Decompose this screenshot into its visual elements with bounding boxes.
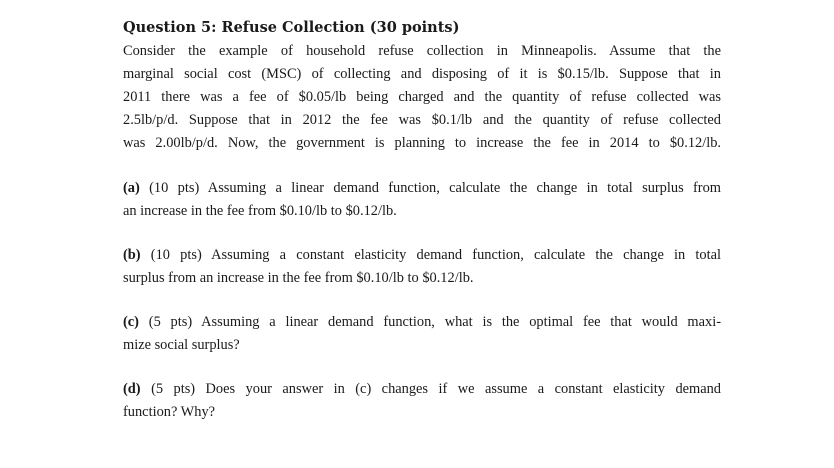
- intro-line: marginal social cost (MSC) of collecting and disposing of it is $0.15/lb. Suppose that in: [123, 66, 721, 82]
- part-c: [123, 311, 723, 357]
- part-c-line: (5 pts) Assuming a linear demand function, what is the optimal fee that would maxi-: [148, 314, 721, 330]
- intro-line: 2011 there was a fee of $0.05/lb being charged and the quantity of refuse collected was: [123, 89, 721, 105]
- part-a: [123, 177, 723, 223]
- intro-line: 2.5lb/p/d. Suppose that in 2012 the fee was $0.1/lb and the quantity of refuse collected: [123, 112, 721, 128]
- intro-line: was 2.00lb/p/d. Now, the government is planning to increase the fee in 2014 to $0.12/lb.: [123, 135, 721, 151]
- part-d-line: function? Why?: [123, 404, 216, 420]
- part-c-line: mize social surplus?: [123, 337, 240, 353]
- part-b: [123, 244, 723, 290]
- part-a-label: (a): [123, 180, 140, 196]
- part-b-line: surplus from an increase in the fee from $0.10/lb to $0.12/lb.: [123, 270, 474, 286]
- question-intro: [123, 40, 723, 155]
- question-title: Question 5: Refuse Collection (30 points): [123, 19, 460, 36]
- part-c-label: (c): [123, 314, 139, 330]
- part-a-line: (10 pts) Assuming a linear demand function, calculate the change in total surplus from: [149, 180, 721, 196]
- part-b-label: (b): [123, 247, 141, 263]
- part-d-label: (d): [123, 381, 141, 397]
- part-d-line: (5 pts) Does your answer in (c) changes if we assume a constant elasticity demand: [151, 381, 721, 397]
- intro-line: Consider the example of household refuse collection in Minneapolis. Assume that the: [123, 43, 721, 59]
- question-document: [123, 16, 723, 424]
- part-a-line: an increase in the fee from $0.10/lb to $0.12/lb.: [123, 203, 397, 219]
- part-d: [123, 378, 723, 424]
- part-b-line: (10 pts) Assuming a constant elasticity demand function, calculate the change in total: [150, 247, 721, 263]
